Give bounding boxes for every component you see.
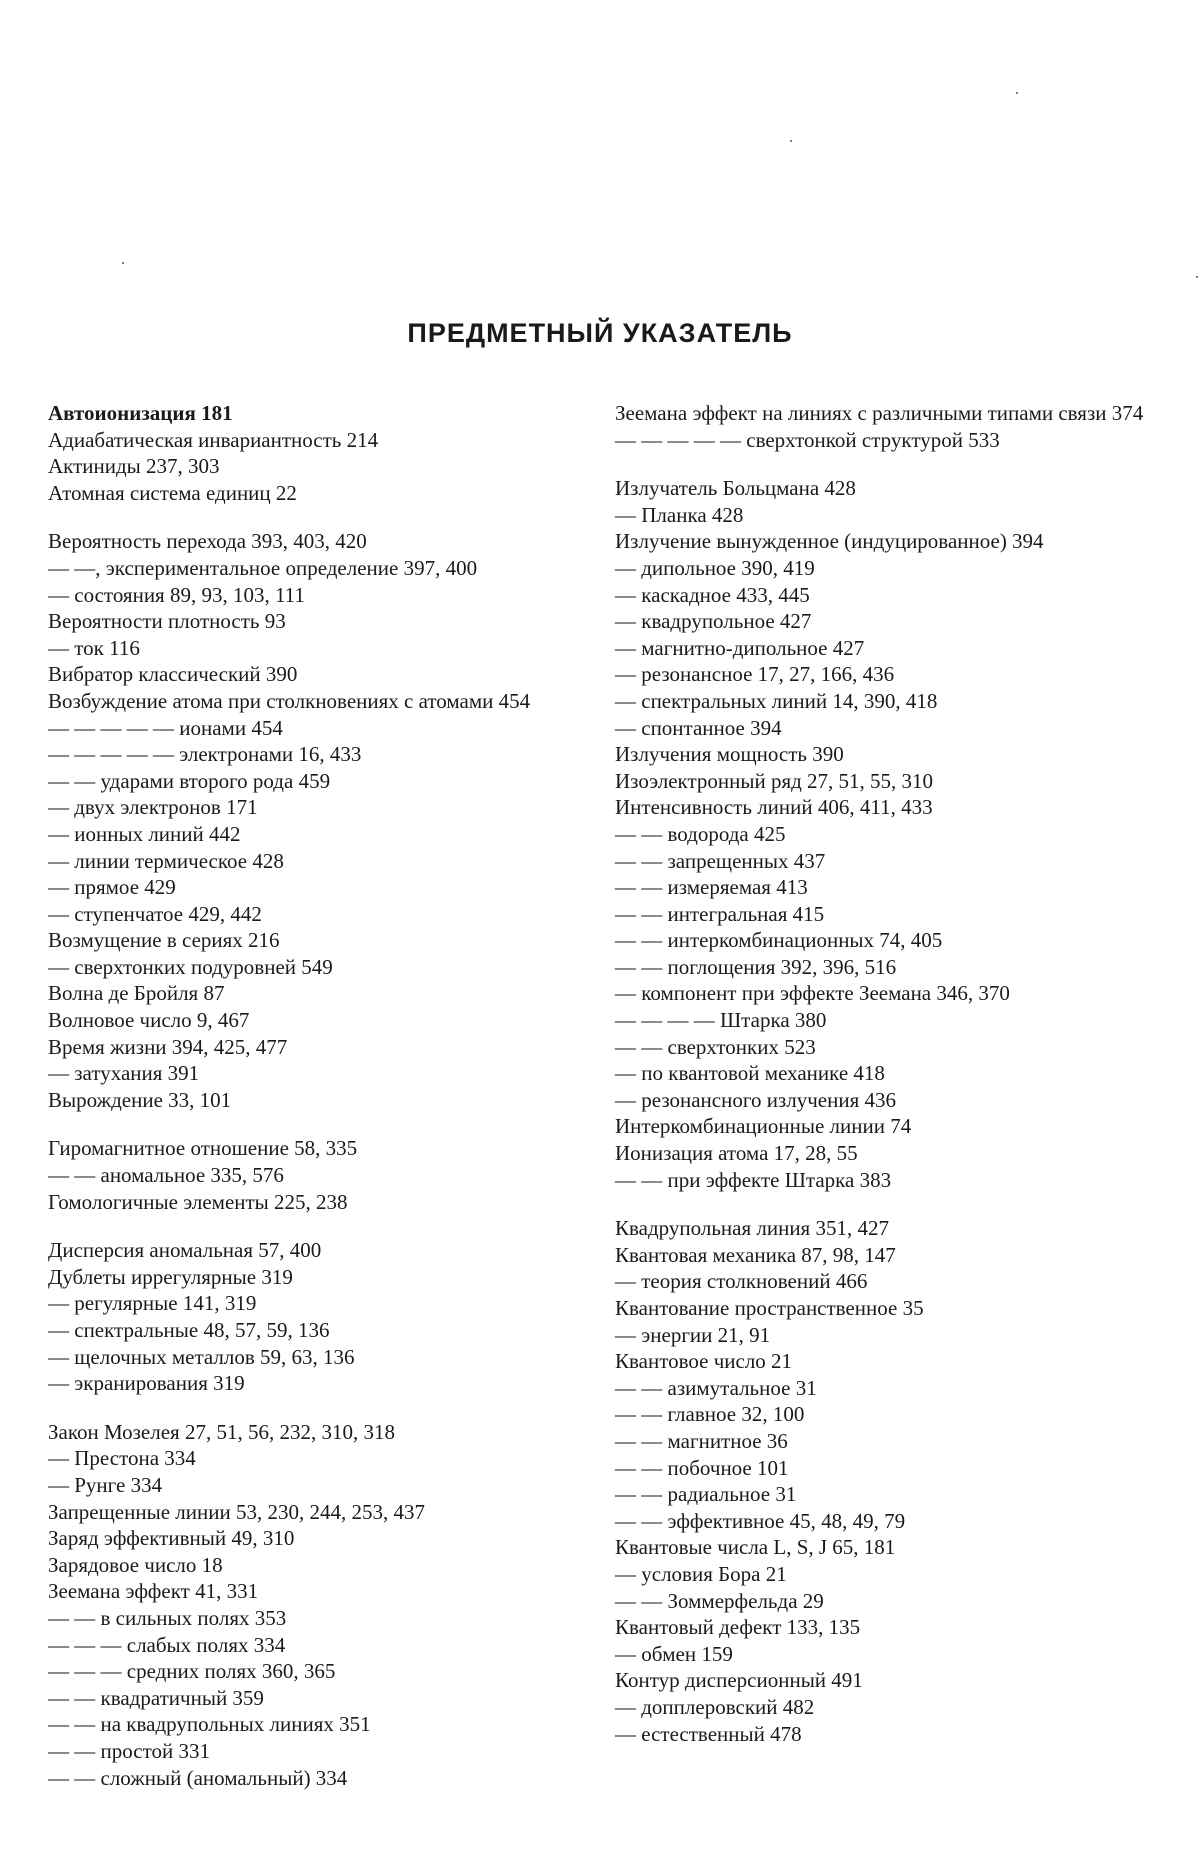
index-entry: Запрещенные линии 53, 230, 244, 253, 437 <box>48 1499 583 1526</box>
index-entry: — дипольное 390, 419 <box>615 555 1155 582</box>
index-entry: Контур дисперсионный 491 <box>615 1667 1155 1694</box>
index-entry: Интеркомбинационные линии 74 <box>615 1113 1155 1140</box>
index-entry: — — — — — сверхтонкой структурой 533 <box>615 427 1155 454</box>
index-entry: Волновое число 9, 467 <box>48 1007 583 1034</box>
index-entry: — резонансное 17, 27, 166, 436 <box>615 661 1155 688</box>
index-entry: — сверхтонких подуровней 549 <box>48 954 583 981</box>
index-entry: — — поглощения 392, 396, 516 <box>615 954 1155 981</box>
index-entry: Квантовое число 21 <box>615 1348 1155 1375</box>
scan-speck <box>122 262 124 264</box>
index-entry: — экранирования 319 <box>48 1370 583 1397</box>
index-entry: Квантовый дефект 133, 135 <box>615 1614 1155 1641</box>
index-entry: — — главное 32, 100 <box>615 1401 1155 1428</box>
index-entry: — — — — — электронами 16, 433 <box>48 741 583 768</box>
index-entry: — энергии 21, 91 <box>615 1322 1155 1349</box>
index-entry: Закон Мозелея 27, 51, 56, 232, 310, 318 <box>48 1419 583 1446</box>
index-entry: — спектральные 48, 57, 59, 136 <box>48 1317 583 1344</box>
index-entry: — Рунге 334 <box>48 1472 583 1499</box>
index-entry: — затухания 391 <box>48 1060 583 1087</box>
index-entry: — — запрещенных 437 <box>615 848 1155 875</box>
index-entry: — линии термическое 428 <box>48 848 583 875</box>
index-column-left <box>48 400 583 1791</box>
index-entry: Вероятности плотность 93 <box>48 608 583 635</box>
index-entry: — — измеряемая 413 <box>615 874 1155 901</box>
index-entry: — — магнитное 36 <box>615 1428 1155 1455</box>
index-entry: Изоэлектронный ряд 27, 51, 55, 310 <box>615 768 1155 795</box>
index-entry: Дублеты иррегулярные 319 <box>48 1264 583 1291</box>
index-entry: — теория столкновений 466 <box>615 1268 1155 1295</box>
index-entry: Заряд эффективный 49, 310 <box>48 1525 583 1552</box>
index-entry: Вырождение 33, 101 <box>48 1087 583 1114</box>
index-entry: — ток 116 <box>48 635 583 662</box>
index-entry: Вибратор классический 390 <box>48 661 583 688</box>
index-entry: — каскадное 433, 445 <box>615 582 1155 609</box>
index-entry: — — водорода 425 <box>615 821 1155 848</box>
index-entry: Квадрупольная линия 351, 427 <box>615 1215 1155 1242</box>
index-entry: — —, экспериментальное определение 397, 400 <box>48 555 583 582</box>
index-entry: Дисперсия аномальная 57, 400 <box>48 1237 583 1264</box>
index-entry: — прямое 429 <box>48 874 583 901</box>
index-entry: — — — — — ионами 454 <box>48 715 583 742</box>
index-entry: — двух электронов 171 <box>48 794 583 821</box>
index-entry: Квантование пространственное 35 <box>615 1295 1155 1322</box>
index-entry: Автоионизация 181 <box>48 400 583 427</box>
index-entry: — — простой 331 <box>48 1738 583 1765</box>
index-entry: Квантовая механика 87, 98, 147 <box>615 1242 1155 1269</box>
index-entry: — квадрупольное 427 <box>615 608 1155 635</box>
index-entry: — состояния 89, 93, 103, 111 <box>48 582 583 609</box>
index-entry: — естественный 478 <box>615 1721 1155 1748</box>
index-entry: — магнитно-дипольное 427 <box>615 635 1155 662</box>
index-entry: — — — слабых полях 334 <box>48 1632 583 1659</box>
index-entry: Время жизни 394, 425, 477 <box>48 1034 583 1061</box>
index-entry: — — радиальное 31 <box>615 1481 1155 1508</box>
index-entry: — — — — Штарка 380 <box>615 1007 1155 1034</box>
index-entry: — — Зоммерфельда 29 <box>615 1588 1155 1615</box>
index-entry: — — сложный (аномальный) 334 <box>48 1765 583 1792</box>
index-entry: Зеемана эффект на линиях с различными типами связи 374 <box>615 400 1155 427</box>
index-entry: — резонансного излучения 436 <box>615 1087 1155 1114</box>
index-entry: — — на квадрупольных линиях 351 <box>48 1711 583 1738</box>
index-entry: — — аномальное 335, 576 <box>48 1162 583 1189</box>
index-entry: Излучение вынужденное (индуцированное) 394 <box>615 528 1155 555</box>
index-entry: — — интегральная 415 <box>615 901 1155 928</box>
index-entry: Атомная система единиц 22 <box>48 480 583 507</box>
index-entry: — допплеровский 482 <box>615 1694 1155 1721</box>
index-entry: — — — средних полях 360, 365 <box>48 1658 583 1685</box>
index-entry: — — сверхтонких 523 <box>615 1034 1155 1061</box>
index-entry: Адиабатическая инвариантность 214 <box>48 427 583 454</box>
index-entry: Ионизация атома 17, 28, 55 <box>615 1140 1155 1167</box>
index-entry: Квантовые числа L, S, J 65, 181 <box>615 1534 1155 1561</box>
index-entry: Гомологичные элементы 225, 238 <box>48 1189 583 1216</box>
index-entry: Возбуждение атома при столкновениях с атомами 454 <box>48 688 583 715</box>
index-entry: — компонент при эффекте Зеемана 346, 370 <box>615 980 1155 1007</box>
scan-speck <box>790 140 792 142</box>
index-entry: — — в сильных полях 353 <box>48 1605 583 1632</box>
index-entry: Интенсивность линий 406, 411, 433 <box>615 794 1155 821</box>
index-entry: — спонтанное 394 <box>615 715 1155 742</box>
index-entry: Зеемана эффект 41, 331 <box>48 1578 583 1605</box>
index-entry: Вероятность перехода 393, 403, 420 <box>48 528 583 555</box>
index-entry: Актиниды 237, 303 <box>48 453 583 480</box>
index-entry: — Планка 428 <box>615 502 1155 529</box>
index-entry: — условия Бора 21 <box>615 1561 1155 1588</box>
index-entry: — по квантовой механике 418 <box>615 1060 1155 1087</box>
scan-speck <box>1016 92 1018 94</box>
index-entry: Излучатель Больцмана 428 <box>615 475 1155 502</box>
index-entry: Гиромагнитное отношение 58, 335 <box>48 1135 583 1162</box>
index-entry: — — азимутальное 31 <box>615 1375 1155 1402</box>
page-title: ПРЕДМЕТНЫЙ УКАЗАТЕЛЬ <box>0 318 1200 349</box>
index-entry: — — интеркомбинационных 74, 405 <box>615 927 1155 954</box>
index-entry: — — эффективное 45, 48, 49, 79 <box>615 1508 1155 1535</box>
index-entry: — — квадратичный 359 <box>48 1685 583 1712</box>
index-entry: — регулярные 141, 319 <box>48 1290 583 1317</box>
index-entry: Излучения мощность 390 <box>615 741 1155 768</box>
index-entry: — — побочное 101 <box>615 1455 1155 1482</box>
index-entry: — спектральных линий 14, 390, 418 <box>615 688 1155 715</box>
index-entry: — — ударами второго рода 459 <box>48 768 583 795</box>
index-entry: — щелочных металлов 59, 63, 136 <box>48 1344 583 1371</box>
index-entry: — — при эффекте Штарка 383 <box>615 1167 1155 1194</box>
index-entry: Зарядовое число 18 <box>48 1552 583 1579</box>
scan-speck <box>1196 276 1198 278</box>
index-entry: — ионных линий 442 <box>48 821 583 848</box>
index-entry: Возмущение в сериях 216 <box>48 927 583 954</box>
index-entry: Волна де Бройля 87 <box>48 980 583 1007</box>
index-column-right <box>615 400 1155 1747</box>
index-entry: — ступенчатое 429, 442 <box>48 901 583 928</box>
index-entry: — Престона 334 <box>48 1445 583 1472</box>
index-entry: — обмен 159 <box>615 1641 1155 1668</box>
